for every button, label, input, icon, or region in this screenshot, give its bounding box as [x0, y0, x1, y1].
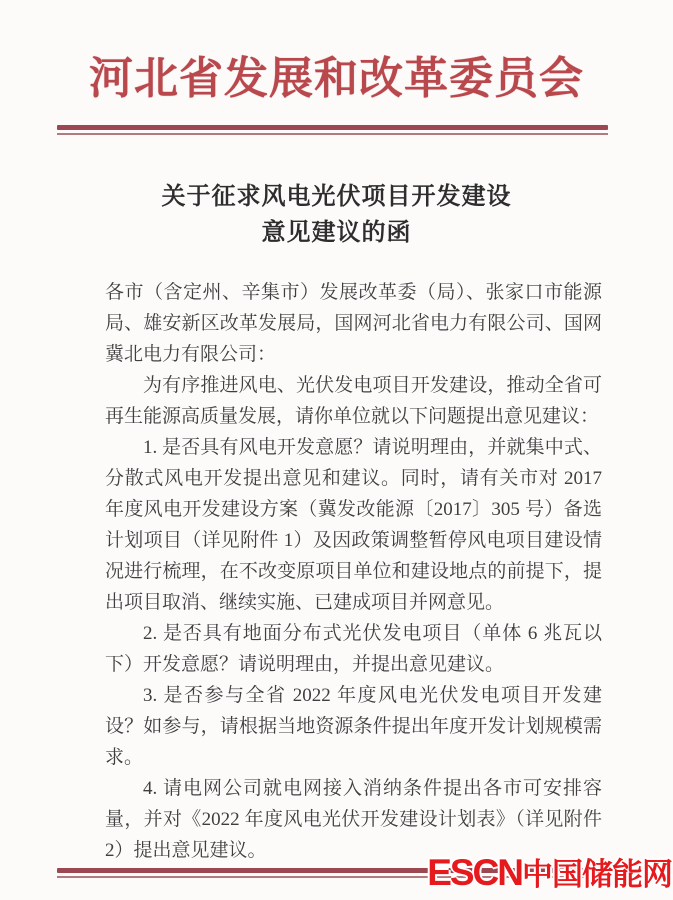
item-3-paragraph: 3. 是否参与全省 2022 年度风电光伏发电项目开发建设？如参与，请根据当地资源条件提出年度开发计划规模需求。: [105, 685, 602, 768]
salutation-paragraph: 各市（含定州、辛集市）发展改革委（局）、张家口市能源局、雄安新区改革发展局，国网河北省电力有限公司、国网冀北电力有限公司：: [105, 282, 602, 365]
letterhead-rule-thin-line: [57, 133, 608, 135]
document-title-line1: 关于征求风电光伏项目开发建设: [161, 184, 512, 210]
letterhead-rule: [57, 125, 608, 135]
item-4-paragraph: 4. 请电网公司就电网接入消纳条件提出各市可安排容量，并对《2022 年度风电光伏开发建设计划表》（详见附件 2）提出意见建议。: [105, 778, 602, 861]
document-title-line2: 意见建议的函: [261, 220, 412, 246]
document-body: [105, 277, 602, 866]
intro-paragraph: 为有序推进风电、光伏发电项目开发建设，推动全省可再生能源高质量发展，请你单位就以下问题提出意见建议：: [105, 375, 602, 427]
letterhead-title: 河北省发展和改革委员会: [89, 54, 584, 103]
escn-logo-chinese-text: 中国储能网: [522, 857, 672, 892]
escn-logo-latin-text: ESCN: [427, 852, 522, 893]
document-title: [0, 179, 673, 251]
item-2-paragraph: 2. 是否具有地面分布式光伏发电项目（单体 6 兆瓦以下）开发意愿？请说明理由，并提出意见建议。: [105, 623, 602, 675]
page-footer: [0, 852, 673, 900]
item-1-paragraph: 1. 是否具有风电开发意愿？请说明理由，并就集中式、分散式风电开发提出意见和建议。同时，请有关市对 2017 年度风电开发建设方案（冀发改能源〔2017〕305 号）备选计划项目（详见附件 1）及因政策调整暂停风电项目建设情况进行梳理，在不改变原项目单位和建设地点的前提下，提出项目取消、继续实施、已建成项目并网意见。: [105, 437, 602, 613]
escn-watermark-logo: [427, 849, 672, 894]
